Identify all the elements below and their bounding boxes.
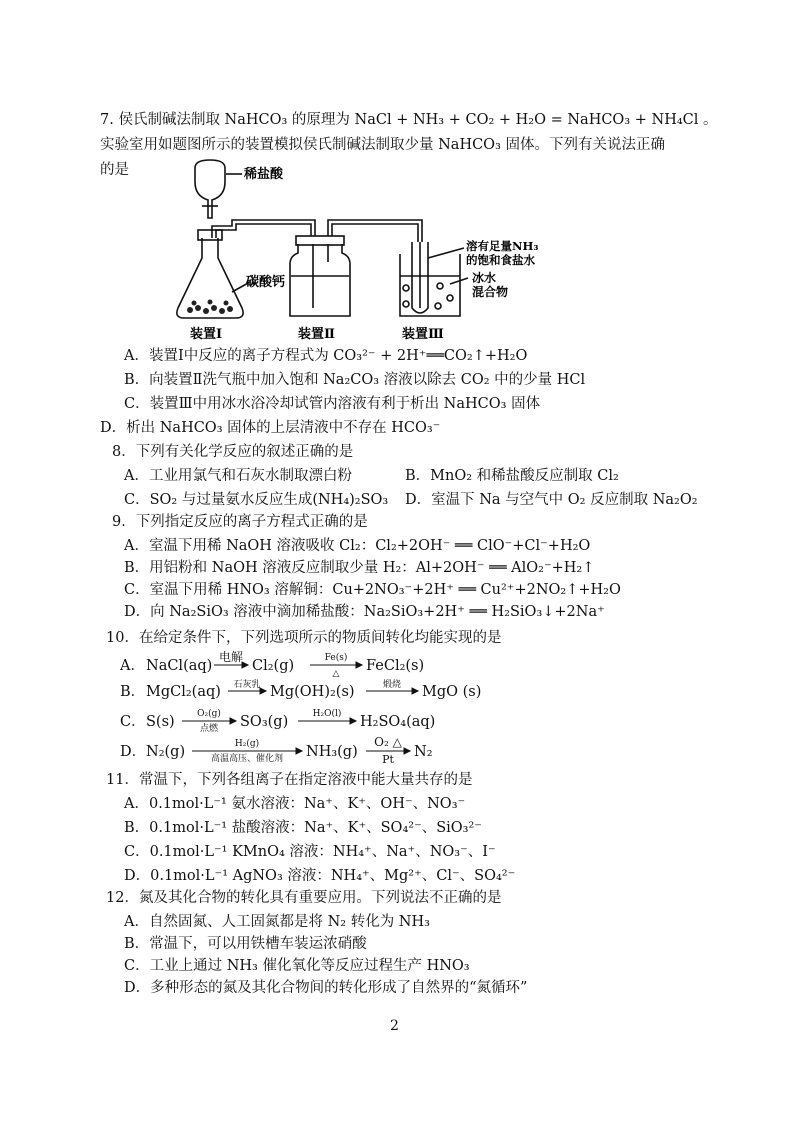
q11-option-a: A．0.1mol·L⁻¹ 氨水溶液：Na⁺、K⁺、OH⁻、NO₃⁻ [124,796,466,812]
q9-option-d: D．向 Na₂SiO₃ 溶液中滴加稀盐酸：Na₂SiO₃+2H⁺ ══ H₂SiO₃↓+2Na⁺ [124,604,605,620]
q11-option-d: D．0.1mol·L⁻¹ AgNO₃ 溶液：NH₄⁺、Mg²⁺、Cl⁻、SO₄²⁻ [124,868,516,884]
q10a-cond1: 电解 [218,650,244,664]
q8-option-c: C．SO₂ 与过量氨水反应生成(NH₄)₂SO₃ [124,492,389,508]
q11-option-b: B．0.1mol·L⁻¹ 盐酸溶液：Na⁺、K⁺、SO₄²⁻、SiO₃²⁻ [124,820,482,836]
q10d-label: D． [120,744,147,760]
q10d-cond2-top: O₂ △ [374,735,402,749]
q7-stem-line3: 的是 [100,162,129,178]
q7-stem-line2: 实验室用如题图所示的装置模拟侯氏制碱法制取少量 NaHCO₃ 固体。下列有关说法正确 [100,137,665,153]
label-ice-1: 冰水 [472,271,497,285]
q8-stem: 8．下列有关化学反应的叙述正确的是 [112,444,354,460]
label-device-3: 装置Ⅲ [402,327,444,342]
q10a-s1: NaCl(aq) [146,658,213,674]
q10-stem: 10．在给定条件下，下列选项所示的物质间转化均能实现的是 [106,630,502,646]
q12-option-b: B．常温下，可以用铁槽车装运浓硝酸 [124,936,367,952]
q10a-s2: Cl₂(g) [252,658,295,674]
q10d-cond1-top: H₂(g) [234,739,260,749]
page-number: 2 [390,1018,399,1034]
label-caco3: 碳酸钙 [246,275,286,290]
q11-option-c: C．0.1mol·L⁻¹ KMnO₄ 溶液：NH₄⁺、Na⁺、NO₃⁻、I⁻ [124,844,496,860]
q10c-cond1-bottom: 点燃 [199,724,219,734]
q8-option-a: A．工业用氯气和石灰水制取漂白粉 [124,468,352,484]
q10c-s3: H₂SO₄(aq) [360,714,436,730]
q7-option-a: A．装置Ⅰ中反应的离子方程式为 CO₃²⁻ + 2H⁺══CO₂↑+H₂O [124,348,528,364]
q10d-s1: N₂(g) [146,744,186,760]
q10b-label: B． [120,684,146,700]
label-dilute-hcl: 稀盐酸 [244,167,284,182]
q10a-s3: FeCl₂(s) [366,658,425,674]
label-device-2: 装置Ⅱ [298,327,335,342]
q7-stem-line1: 7. 侯氏制碱法制取 NaHCO₃ 的原理为 NaCl + NH₃ + CO₂ + H₂O = NaHCO₃ + NH₄Cl 。 [100,112,718,128]
q7-option-c: C．装置Ⅲ中用冰水浴冷却试管内溶液有利于析出 NaHCO₃ 固体 [124,396,541,412]
q7-option-d: D．析出 NaHCO₃ 固体的上层清液中不存在 HCO₃⁻ [100,420,441,436]
q10-conversion-chains [120,650,540,766]
calcium-carbonate-lumps [187,300,233,315]
label-ice-2: 混合物 [472,285,509,299]
q10d-cond1-bottom: 高温高压、催化剂 [210,754,284,764]
q10c-label: C． [120,714,146,730]
q12-option-c: C．工业上通过 NH₃ 催化氧化等反应过程生产 HNO₃ [124,958,470,974]
q11-stem: 11．常温下，下列各组离子在指定溶液中能大量共存的是 [106,772,473,788]
q9-option-c: C．室温下用稀 HNO₃ 溶解铜：Cu+2NO₃⁻+2H⁺ ══ Cu²⁺+2NO₂↑+H₂O [124,582,621,598]
label-device-1: 装置Ⅰ [190,327,223,342]
apparatus-figure [150,158,550,343]
q10a-label: A． [120,658,145,674]
wash-bottle-device-2 [290,244,350,316]
label-brine-2: 的饱和食盐水 [466,253,535,267]
q10d-s2: NH₃(g) [306,744,358,760]
separatory-funnel [195,160,225,218]
q10b-s3: MgO (s) [422,684,482,700]
q10c-cond1-top: O₂(g) [197,709,221,719]
q9-option-a: A．室温下用稀 NaOH 溶液吸收 Cl₂：Cl₂+2OH⁻ ══ ClO⁻+Cl⁻+H₂O [124,538,591,554]
label-brine-1: 溶有足量NH₃ [466,239,539,253]
q12-option-a: A．自然固氮、人工固氮都是将 N₂ 转化为 NH₃ [124,914,430,930]
beaker-device-3 [400,254,460,316]
q8-option-d: D．室温下 Na 与空气中 O₂ 反应制取 Na₂O₂ [405,492,698,508]
q10a-cond2-top: Fe(s) [324,653,348,663]
q10b-cond2: 煅烧 [382,680,402,690]
q8-option-b: B．MnO₂ 和稀盐酸反应制取 Cl₂ [405,468,619,484]
q12-option-d: D．多种形态的氮及其化合物间的转化形成了自然界的“氮循环” [124,980,528,996]
q10b-cond1: 石灰乳 [233,680,261,690]
q10d-cond2-bottom: Pt [382,753,394,766]
flask-device-1 [177,238,243,318]
q9-option-b: B．用铝粉和 NaOH 溶液反应制取少量 H₂：Al+2OH⁻ ══ AlO₂⁻+H₂↑ [124,560,595,576]
q10a-cond2-bottom: △ [332,669,340,679]
q10c-s1: S(s) [146,714,175,730]
q10d-s3: N₂ [414,744,433,760]
q9-stem: 9．下列指定反应的离子方程式正确的是 [112,514,368,530]
q10c-cond2: H₂O(l) [312,709,342,719]
q10b-s1: MgCl₂(aq) [146,684,221,700]
q12-stem: 12．氮及其化合物的转化具有重要应用。下列说法不正确的是 [106,890,502,906]
q10b-s2: Mg(OH)₂(s) [270,684,355,700]
q7-option-b: B．向装置Ⅱ洗气瓶中加入饱和 Na₂CO₃ 溶液以除去 CO₂ 中的少量 HCl [124,372,586,388]
q10c-s2: SO₃(g) [240,714,289,730]
